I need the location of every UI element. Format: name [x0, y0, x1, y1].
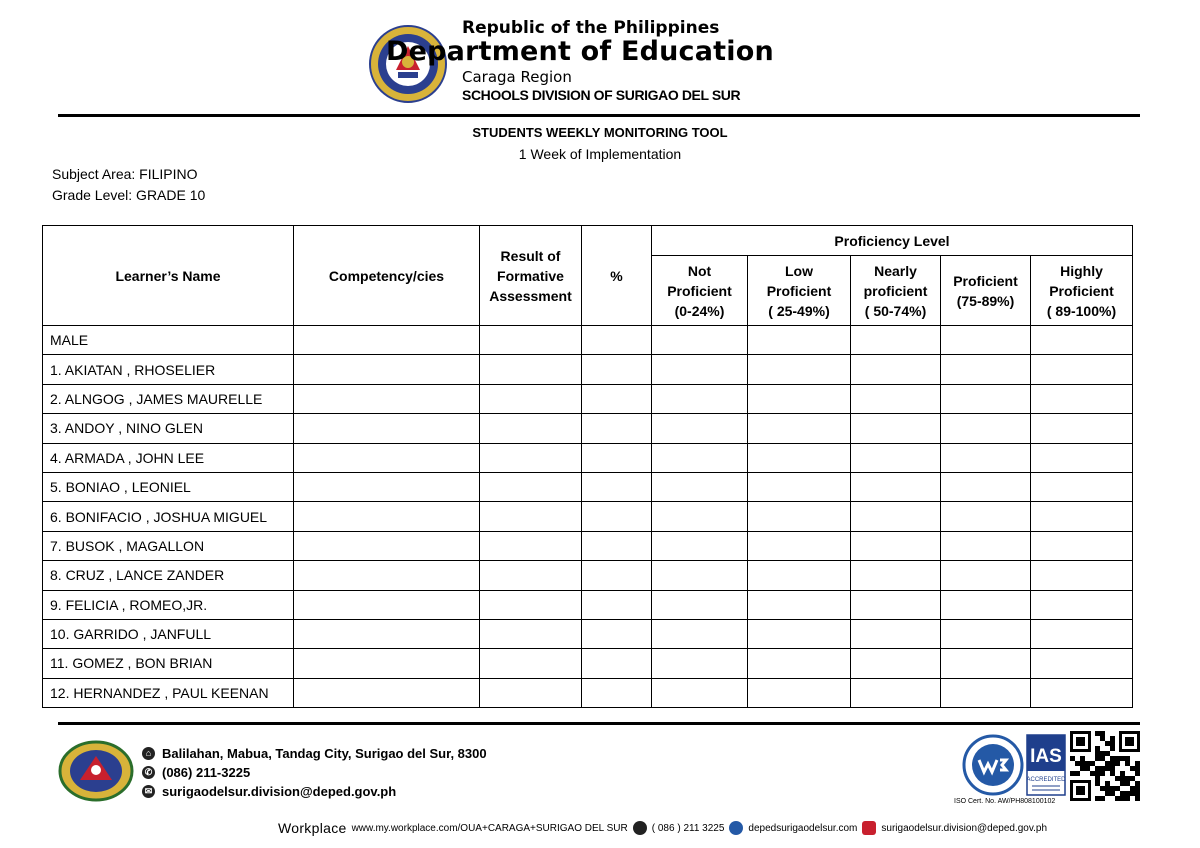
entry-cell[interactable] [582, 443, 652, 472]
learner-name-cell: 5. BONIAO , LEONIEL [43, 472, 294, 501]
iso-cert-text: ISO Cert. No. AW/PH808100102 [954, 798, 1056, 805]
table-row [43, 561, 1133, 590]
ias-accreditation-badge [1026, 734, 1066, 796]
entry-cell[interactable] [652, 384, 748, 413]
entry-cell[interactable] [941, 649, 1031, 678]
division-logo [58, 740, 134, 802]
entry-cell[interactable] [294, 472, 480, 501]
monitoring-table [42, 225, 1133, 708]
entry-cell[interactable] [480, 649, 582, 678]
ias-label: IAS [1030, 746, 1062, 767]
wb-certification-badge [962, 734, 1024, 796]
table-row [43, 502, 1133, 531]
entry-cell[interactable] [851, 590, 941, 619]
header-competency: Competency/cies [294, 226, 480, 326]
entry-cell[interactable] [851, 678, 941, 707]
header-level-line: Proficient [1049, 282, 1114, 299]
entry-cell[interactable] [294, 443, 480, 472]
header-level-line: proficient [863, 282, 928, 299]
learner-name-cell: 8. CRUZ , LANCE ZANDER [43, 561, 294, 590]
entry-cell[interactable] [1031, 414, 1133, 443]
entry-cell[interactable] [480, 502, 582, 531]
learner-name-cell: 10. GARRIDO , JANFULL [43, 619, 294, 648]
entry-cell[interactable] [582, 649, 652, 678]
entry-cell[interactable] [941, 619, 1031, 648]
monitoring-table-container [42, 225, 1133, 708]
entry-cell[interactable] [294, 561, 480, 590]
header-level-line: Proficient [953, 272, 1018, 289]
learner-name-cell: 12. HERNANDEZ , PAUL KEENAN [43, 678, 294, 707]
entry-cell[interactable] [1031, 326, 1133, 355]
entry-cell[interactable] [941, 502, 1031, 531]
entry-cell[interactable] [851, 384, 941, 413]
entry-cell[interactable] [480, 472, 582, 501]
learner-name-cell: 6. BONIFACIO , JOSHUA MIGUEL [43, 502, 294, 531]
entry-cell[interactable] [294, 502, 480, 531]
entry-cell[interactable] [851, 531, 941, 560]
entry-cell[interactable] [582, 531, 652, 560]
entry-cell[interactable] [1031, 384, 1133, 413]
entry-cell[interactable] [480, 590, 582, 619]
contact-strip [278, 820, 1047, 836]
table-row [43, 326, 1133, 355]
strip-email[interactable]: surigaodelsur.division@deped.gov.ph [881, 822, 1048, 834]
entry-cell[interactable] [480, 678, 582, 707]
entry-cell[interactable] [941, 355, 1031, 384]
table-row [43, 355, 1133, 384]
entry-cell[interactable] [748, 326, 851, 355]
header-level-line: Highly [1060, 262, 1103, 279]
strip-phone: ( 086 ) 211 3225 [651, 822, 725, 834]
footer-phone-text: (086) 211-3225 [162, 765, 251, 780]
learner-name-cell: MALE [43, 326, 294, 355]
footer-email [142, 784, 396, 799]
table-row [43, 384, 1133, 413]
entry-cell[interactable] [652, 326, 748, 355]
globe-icon [729, 821, 743, 835]
header-level-line: (0-24%) [674, 302, 725, 319]
entry-cell[interactable] [1031, 443, 1133, 472]
entry-cell[interactable] [1031, 590, 1133, 619]
entry-cell[interactable] [294, 590, 480, 619]
entry-cell[interactable] [582, 619, 652, 648]
footer-phone [142, 765, 250, 780]
entry-cell[interactable] [652, 531, 748, 560]
document-subtitle: 1 Week of Implementation [518, 146, 682, 162]
entry-cell[interactable] [748, 531, 851, 560]
entry-cell[interactable] [294, 649, 480, 678]
header-level-line: Proficient [667, 282, 732, 299]
table-row [43, 619, 1133, 648]
entry-cell[interactable] [582, 561, 652, 590]
entry-cell[interactable] [294, 384, 480, 413]
footer-divider [58, 722, 1140, 725]
header-level-line: (75-89%) [956, 292, 1015, 309]
entry-cell[interactable] [652, 472, 748, 501]
header-level-line: ( 25-49%) [768, 302, 830, 319]
entry-cell[interactable] [851, 443, 941, 472]
entry-cell[interactable] [1031, 355, 1133, 384]
entry-cell[interactable] [1031, 619, 1133, 648]
entry-cell[interactable] [748, 414, 851, 443]
entry-cell[interactable] [748, 355, 851, 384]
header-level-line: Nearly [874, 262, 917, 279]
entry-cell[interactable] [582, 502, 652, 531]
entry-cell[interactable] [652, 502, 748, 531]
entry-cell[interactable] [851, 326, 941, 355]
entry-cell[interactable] [941, 531, 1031, 560]
entry-cell[interactable] [941, 678, 1031, 707]
entry-cell[interactable] [480, 619, 582, 648]
workplace-url[interactable]: www.my.workplace.com/OUA+CARAGA+SURIGAO DEL SUR [351, 822, 628, 834]
entry-cell[interactable] [480, 414, 582, 443]
header-level-3 [941, 256, 1031, 326]
entry-cell[interactable] [851, 414, 941, 443]
mail-icon: ✉ [142, 785, 155, 798]
department-heading: Department of Education [386, 36, 774, 67]
entry-cell[interactable] [294, 678, 480, 707]
entry-cell[interactable] [748, 561, 851, 590]
table-row [43, 678, 1133, 707]
entry-cell[interactable] [851, 561, 941, 590]
subject-area: Subject Area: FILIPINO [52, 166, 198, 182]
entry-cell[interactable] [941, 384, 1031, 413]
header-level-0 [652, 256, 748, 326]
entry-cell[interactable] [748, 443, 851, 472]
footer-email-text: surigaodelsur.division@deped.gov.ph [162, 784, 397, 799]
entry-cell[interactable] [294, 355, 480, 384]
learner-name-cell: 4. ARMADA , JOHN LEE [43, 443, 294, 472]
header-result-line2: Formative [497, 267, 564, 284]
ias-accredited-label: ACCREDITED [1026, 777, 1066, 783]
entry-cell[interactable] [1031, 472, 1133, 501]
learner-name-cell: 9. FELICIA , ROMEO,JR. [43, 590, 294, 619]
entry-cell[interactable] [480, 531, 582, 560]
table-row [43, 443, 1133, 472]
header-result-line1: Result of [500, 247, 561, 264]
header-level-line: ( 89-100%) [1046, 302, 1117, 319]
entry-cell[interactable] [652, 678, 748, 707]
header-level-line: ( 50-74%) [864, 302, 927, 319]
gmail-icon [862, 821, 876, 835]
header-learner-name: Learner’s Name [43, 226, 294, 326]
header-level-line: Not [687, 262, 712, 279]
header-divider [58, 114, 1140, 117]
entry-cell[interactable] [1031, 561, 1133, 590]
entry-cell[interactable] [851, 355, 941, 384]
learner-name-cell: 2. ALNGOG , JAMES MAURELLE [43, 384, 294, 413]
table-row [43, 590, 1133, 619]
workplace-label: Workplace [278, 820, 347, 836]
telephone-icon [633, 821, 647, 835]
footer-address [142, 746, 487, 761]
learner-rows [43, 326, 1133, 708]
footer-address-text: Balilahan, Mabua, Tandag City, Surigao del Sur, 8300 [162, 746, 487, 761]
learner-name-cell: 11. GOMEZ , BON BRIAN [43, 649, 294, 678]
entry-cell[interactable] [941, 326, 1031, 355]
home-icon: ⌂ [142, 747, 155, 760]
document-title: STUDENTS WEEKLY MONITORING TOOL [472, 125, 728, 140]
entry-cell[interactable] [480, 326, 582, 355]
entry-cell[interactable] [1031, 502, 1133, 531]
entry-cell[interactable] [480, 355, 582, 384]
entry-cell[interactable] [480, 384, 582, 413]
entry-cell[interactable] [652, 649, 748, 678]
entry-cell[interactable] [582, 678, 652, 707]
entry-cell[interactable] [582, 590, 652, 619]
entry-cell[interactable] [652, 561, 748, 590]
entry-cell[interactable] [582, 472, 652, 501]
entry-cell[interactable] [652, 443, 748, 472]
entry-cell[interactable] [582, 384, 652, 413]
qr-code [1070, 731, 1140, 801]
entry-cell[interactable] [941, 590, 1031, 619]
entry-cell[interactable] [1031, 531, 1133, 560]
entry-cell[interactable] [1031, 649, 1133, 678]
entry-cell[interactable] [748, 590, 851, 619]
entry-cell[interactable] [294, 531, 480, 560]
table-row [43, 414, 1133, 443]
entry-cell[interactable] [851, 649, 941, 678]
header-proficiency-level: Proficiency Level [652, 226, 1133, 256]
entry-cell[interactable] [941, 561, 1031, 590]
division-heading: SCHOOLS DIVISION OF SURIGAO DEL SUR [462, 87, 741, 103]
entry-cell[interactable] [652, 414, 748, 443]
entry-cell[interactable] [851, 472, 941, 501]
entry-cell[interactable] [294, 619, 480, 648]
entry-cell[interactable] [748, 619, 851, 648]
entry-cell[interactable] [652, 590, 748, 619]
entry-cell[interactable] [480, 561, 582, 590]
entry-cell[interactable] [851, 502, 941, 531]
republic-heading: Republic of the Philippines [462, 18, 720, 38]
entry-cell[interactable] [748, 472, 851, 501]
entry-cell[interactable] [652, 619, 748, 648]
header-level-2 [851, 256, 941, 326]
learner-name-cell: 1. AKIATAN , RHOSELIER [43, 355, 294, 384]
learner-name-cell: 7. BUSOK , MAGALLON [43, 531, 294, 560]
header-level-line: Proficient [766, 282, 832, 299]
entry-cell[interactable] [582, 355, 652, 384]
region-heading: Caraga Region [462, 68, 572, 86]
entry-cell[interactable] [582, 326, 652, 355]
entry-cell[interactable] [582, 414, 652, 443]
entry-cell[interactable] [851, 619, 941, 648]
entry-cell[interactable] [748, 502, 851, 531]
entry-cell[interactable] [941, 414, 1031, 443]
entry-cell[interactable] [652, 355, 748, 384]
phone-icon: ✆ [142, 766, 155, 779]
grade-level: Grade Level: GRADE 10 [52, 187, 206, 203]
entry-cell[interactable] [294, 414, 480, 443]
header-level-4 [1031, 256, 1133, 326]
header-level-1 [748, 256, 851, 326]
entry-cell[interactable] [748, 678, 851, 707]
learner-name-cell: 3. ANDOY , NINO GLEN [43, 414, 294, 443]
entry-cell[interactable] [941, 472, 1031, 501]
entry-cell[interactable] [294, 326, 480, 355]
header-level-line: Low [785, 262, 813, 279]
strip-website[interactable]: depedsurigaodelsur.com [748, 822, 858, 834]
entry-cell[interactable] [941, 443, 1031, 472]
table-row [43, 531, 1133, 560]
entry-cell[interactable] [480, 443, 582, 472]
entry-cell[interactable] [748, 649, 851, 678]
header-percent: % [582, 226, 652, 326]
entry-cell[interactable] [748, 384, 851, 413]
entry-cell[interactable] [1031, 678, 1133, 707]
header-result [480, 226, 582, 326]
header-result-line3: Assessment [489, 287, 572, 304]
table-row [43, 649, 1133, 678]
table-row [43, 472, 1133, 501]
